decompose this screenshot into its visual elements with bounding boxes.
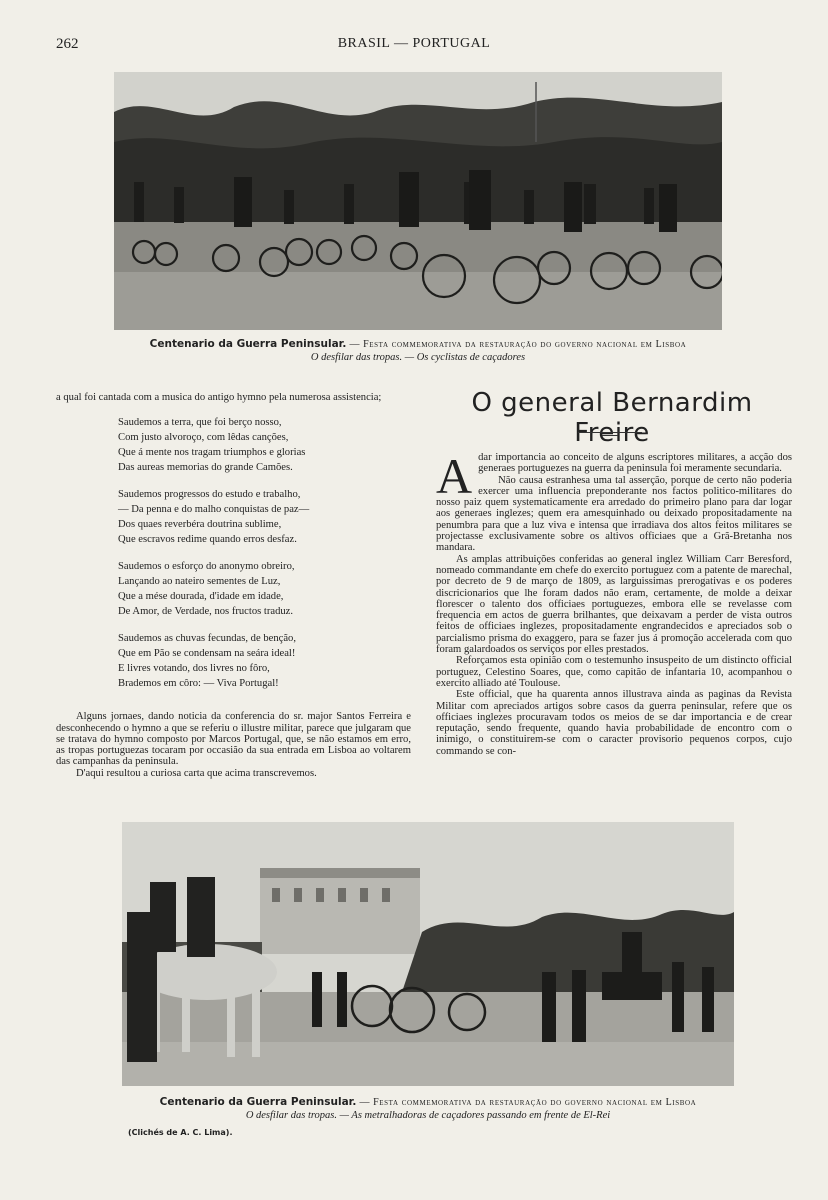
poem-line: Saudemos o esforço do anonymo obreiro, — [118, 561, 295, 573]
figure2-caption-sub: O desfilar das tropas. — As metralhadoras de caçadores passando em frente de El-Rei — [245, 1110, 611, 1121]
poem-line: Que á mente nos tragam triumphos e glorias — [118, 447, 306, 459]
photo-machine-guns — [122, 822, 734, 1086]
poem-line: Que escravos redime quando erros desfaz. — [118, 534, 297, 546]
poem-line: Lançando ao nateiro sementes de Luz, — [118, 576, 281, 588]
poem-line: Brademos em côro: — Viva Portugal! — [118, 678, 279, 690]
photo-credit: (Clichés de A. C. Lima). — [128, 1128, 233, 1137]
poem-line: De Amor, de Verdade, nos fructos traduz. — [118, 606, 294, 618]
poem-line: Saudemos progressos do estudo e trabalho, — [118, 489, 301, 501]
poem-line: Com justo alvoroço, com lêdas canções, — [118, 432, 289, 444]
poem-line: — Da penna e do malho conquistas de paz— — [118, 504, 310, 516]
poem-intro: a qual foi cantada com a musica do antigo hymno pela numerosa assistencia; — [56, 392, 382, 403]
article-paragraph-3: As amplas attribuições conferidas ao general inglez William Carr Beresford, nomeado commandante em chefe do exercito portuguez com a patente de marechal, por decreto de 9 de março de 1809, as larguissimas prerogativas e os poderes discricionarios que lhe foram dados não eram, certamente, de molde a deixar florescer o talento dos officiaes portuguezes, embora elle se revelasse com frequencia em actos de guerra brilhantes, que deixavam a perder de vista outros feitos de officiaes inglezes, propositadamente engrandecidos e apreciados sob o parcialismo prisma do exaggero, para se fazer jus á promoção accelerada com quo foram galardoados os serviços por elles prestados. — [436, 553, 792, 656]
poem-line: Saudemos a terra, que foi berço nosso, — [118, 417, 282, 429]
poem-line: Saudemos as chuvas fecundas, de benção, — [118, 633, 296, 645]
poem-line: Das aureas memorias do grande Camões. — [118, 462, 293, 474]
figure2-caption-rest: — Festa commemorativa da restauração do governo nacional em Lisboa — [356, 1097, 697, 1108]
poem-line: Dos quaes reverbéra doutrina sublime, — [118, 519, 282, 531]
figure2-caption-lead: Centenario da Guerra Peninsular. — [159, 1096, 357, 1108]
poem-stanza-4 — [56, 631, 411, 691]
photo-cyclists — [114, 72, 722, 330]
left-paragraph-2: D'aqui resultou a curiosa carta que acima transcrevemos. — [76, 767, 317, 779]
figure1-caption-sub: O desfilar das tropas. — Os cyclistas de caçadores — [310, 352, 526, 363]
figure1-caption-rest: — Festa commemorativa da restauração do governo nacional em Lisboa — [346, 339, 687, 350]
left-column — [56, 392, 411, 779]
article-paragraph-2: Não causa estranhesa uma tal asserção, porque de certo não poderia exercer uma influencia preponderante nos factos politico-militares do nosso paiz quem systematicamente era arredado do primeiro plano para dar logar aos generaes inglezes; quem era amesquinhado ou deixado propositadamente na penumbra para que a luz viva e intensa que irradiava dos altos feitos militares se projectasse exclusivamente sobre os altivos officiaes que a Grã-Bretanha nos mandara. — [436, 474, 792, 554]
poem-line: Que a mése dourada, d'idade em idade, — [118, 591, 284, 603]
article-paragraph-1 — [436, 448, 792, 504]
figure1-caption — [114, 338, 722, 350]
page-number: 262 — [56, 36, 79, 52]
poem-stanza-1 — [56, 415, 411, 475]
article-paragraph-1-text: dar importancia ao conceito de alguns escriptores militares, a acção dos generaes portuguezes na guerra da peninsula foi meramente secundaria. — [478, 452, 792, 475]
article-title: O general Bernardim Freire — [471, 388, 753, 448]
right-column — [436, 448, 792, 757]
title-rule — [578, 432, 642, 433]
left-paragraph-1: Alguns jornaes, dando noticia da conferencia do sr. major Santos Ferreira e desconhecendo o hymno a que se referiu o illustre militar, parece que julgaram que se tratava do hymno composto por Marcos Portugal, que, se não estamos em erro, as tropas portuguezas tocaram por occasião da sua entrada em Lisboa ao voltarem das campanhas da peninsula. — [56, 711, 411, 768]
figure1-caption-lead: Centenario da Guerra Peninsular. — [149, 338, 347, 350]
article-paragraph-4: Reforçamos esta opinião com o testemunho insuspeito de um distincto official portuguez, Celestino Soares, que, como capitão de infantaria 10, acompanhou o exercito alliado até Toulouse. — [436, 655, 792, 689]
poem-stanza-2 — [56, 487, 411, 547]
article-paragraph-5: Este official, que ha quarenta annos illustrava ainda as paginas da Revista Militar com apreciados artigos sobre casos da guerra peninsular, refere que os officiaes inglezes procuravam todos os meios de se dar importancia e de crear reputação, sendo frequente, quando havia probabilidade de encontro com o inimigo, o constituirem-se com o caracter provisorio pequenos corpos, cujo commando se con- — [436, 689, 792, 757]
figure2-caption — [122, 1096, 734, 1108]
drop-cap: A — [436, 448, 473, 504]
poem-stanza-3 — [56, 559, 411, 619]
poem-line: Que em Pão se condensam na seára ideal! — [118, 648, 296, 660]
poem-line: E livres votando, dos livres no fôro, — [118, 663, 270, 675]
running-title: BRASIL — PORTUGAL — [337, 36, 491, 51]
